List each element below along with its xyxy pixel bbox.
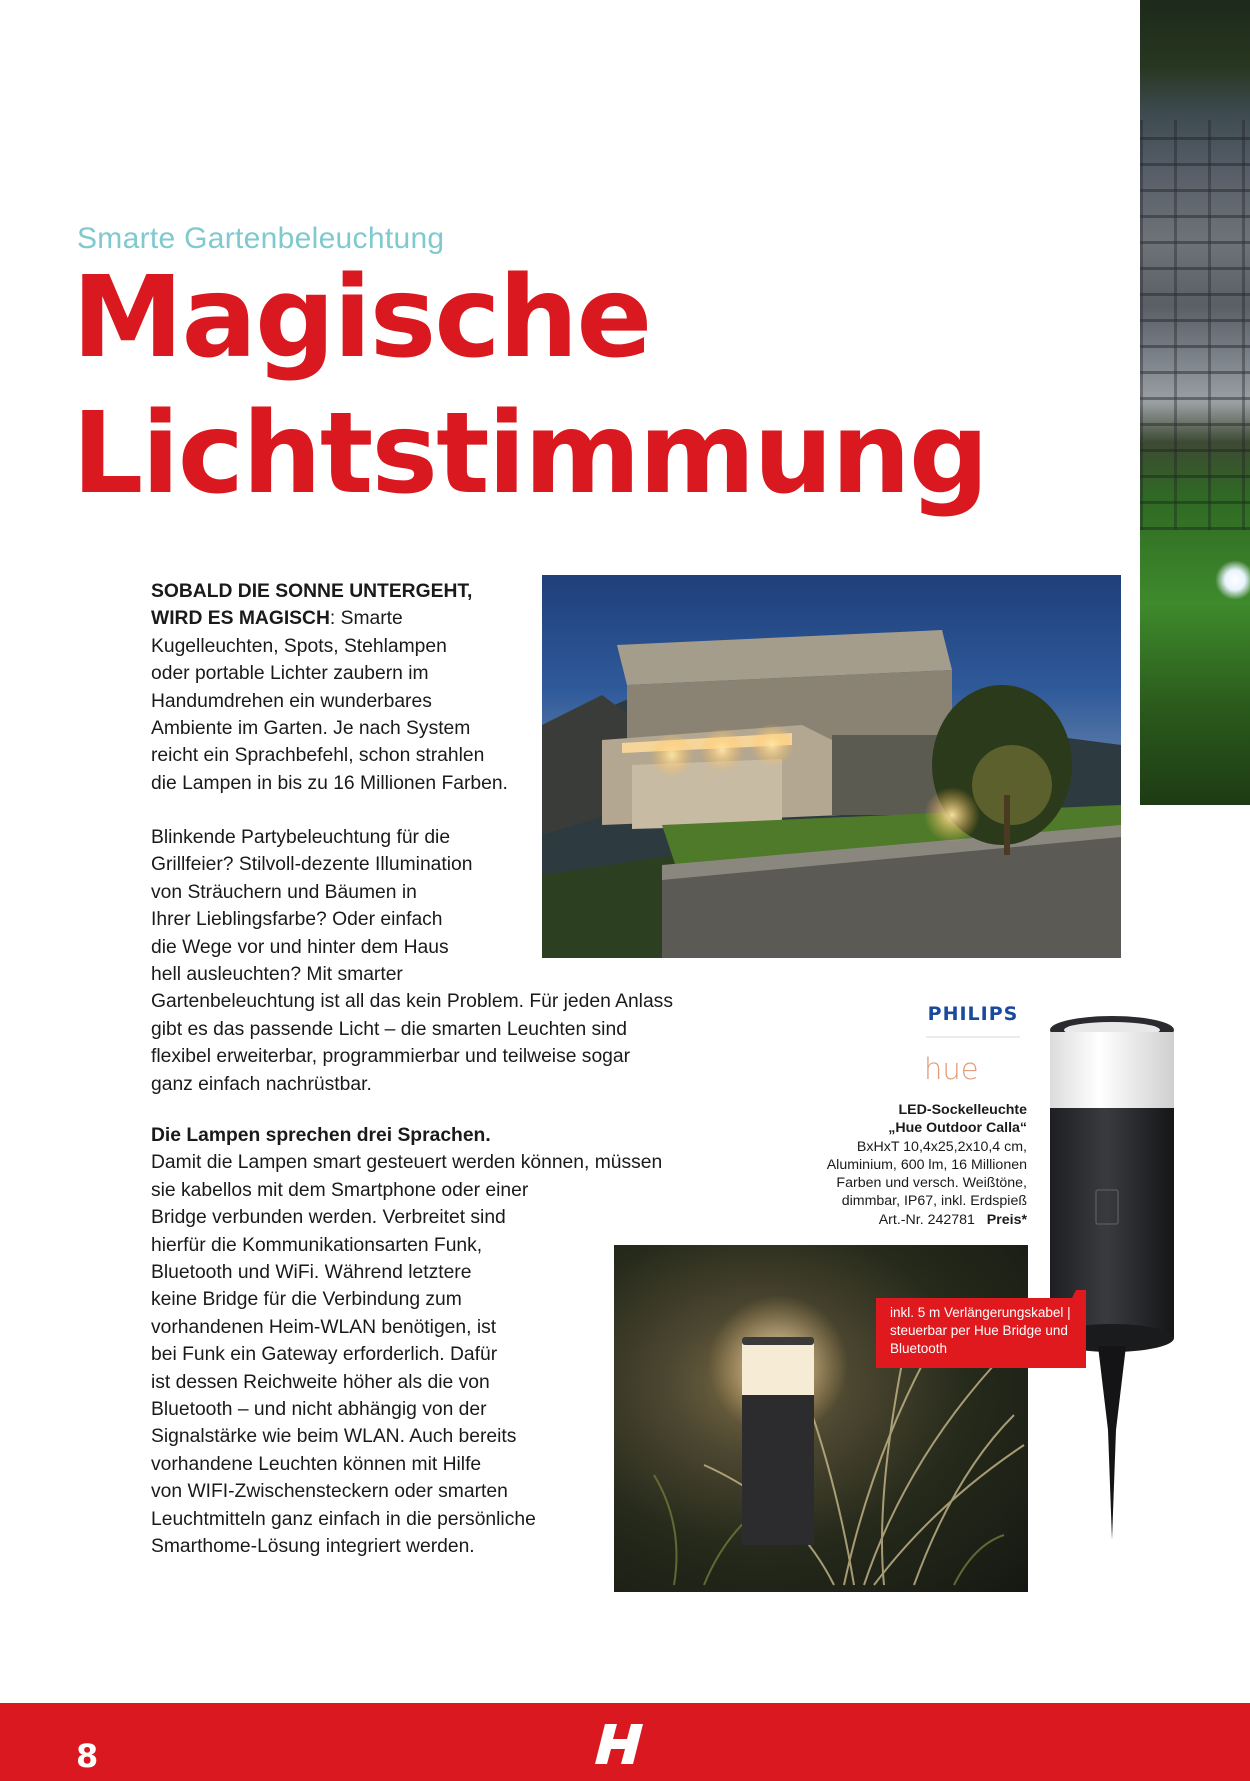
paragraph-line: die Wege vor und hinter dem Haus [151,936,449,958]
paragraph-line: keine Bridge für die Verbindung zum [151,1289,462,1311]
brand-name: PHILIPS [927,1003,1019,1025]
paragraph-line: Leuchtmitteln ganz einfach in die persönliche [151,1508,536,1530]
paragraph-line: vorhandene Leuchten können mit Hilfe [151,1453,482,1475]
intro-line: Handumdrehen ein wunderbares [151,690,432,712]
paragraph-line: gibt es das passende Licht – die smarten Leuchten sind [151,1018,627,1040]
paragraph-line: Bluetooth – und nicht abhängig von der [151,1399,487,1421]
house-night-photo [542,575,1121,958]
article-number: Art.-Nr. 242781 [878,1211,975,1228]
intro-lead-1: SOBALD DIE SONNE UNTERGEHT, [151,581,473,602]
paragraph-3 [151,1122,662,1561]
section-subheading: Die Lampen sprechen drei Sprachen. [151,1125,491,1146]
side-garden-photo [1140,0,1250,805]
headline-line-1: Magische [72,253,651,383]
paragraph-line: bei Funk ein Gateway erforderlich. Dafür [151,1344,498,1366]
paragraph-line: Ihrer Lieblingsfarbe? Oder einfach [151,909,443,931]
paragraph-line: Bridge verbunden werden. Verbreitet sind [151,1207,506,1229]
paragraph-line: flexibel erweiterbar, programmierbar und teilweise sogar [151,1046,631,1068]
paragraph-line: von Sträuchern und Bäumen in [151,881,417,903]
paragraph-line: ist dessen Reichweite höher als die von [151,1371,490,1393]
paragraph-line: vorhandenen Heim-WLAN benötigen, ist [151,1316,497,1338]
product-info [770,1101,1027,1229]
product-detail: Farben und versch. Weißtöne, [836,1175,1027,1192]
product-detail: BxHxT 10,4x25,2x10,4 cm, [856,1138,1027,1155]
paragraph-line: Gartenbeleuchtung ist all das kein Problem. Für jeden Anlass [151,991,673,1013]
badge-line: Bluetooth [890,1341,948,1356]
paragraph-line: Damit die Lampen smart gesteuert werden können, müssen [151,1152,663,1174]
intro-paragraph [151,578,508,797]
price-label: Preis* [986,1211,1027,1228]
paragraph-line: ganz einfach nachrüstbar. [151,1073,372,1095]
headline-line-2: Lichtstimmung [72,389,988,519]
paragraph-line: Blinkende Partybeleuchtung für die [151,827,451,848]
paragraph-line: Signalstärke wie beim WLAN. Auch bereits [151,1426,517,1448]
paragraph-line: hierfür die Kommunikationsarten Funk, [151,1234,483,1256]
intro-line: die Lampen in bis zu 16 Millionen Farben. [151,772,508,794]
intro-lead-rest: : Smarte [329,608,403,630]
product-title-1: LED-Sockelleuchte [898,1102,1027,1118]
page-number: 8 [76,1737,99,1775]
paragraph-line: sie kabellos mit dem Smartphone oder einer [151,1179,529,1201]
badge-line: steuerbar per Hue Bridge und [890,1323,1068,1338]
intro-line: oder portable Lichter zaubern im [151,663,429,685]
paragraph-line: Smarthome-Lösung integriert werden. [151,1536,475,1558]
paragraph-line: hell ausleuchten? Mit smarter [151,964,403,986]
intro-lead-2: WIRD ES MAGISCH [151,608,330,630]
badge-text [890,1304,1090,1358]
product-detail: Aluminium, 600 lm, 16 Millionen [826,1156,1027,1173]
paragraph-line: Bluetooth und WiFi. Während letztere [151,1262,472,1284]
product-detail: dimmbar, IP67, inkl. Erdspieß [841,1193,1027,1210]
badge-line: inkl. 5 m Verlängerungskabel | [890,1305,1071,1320]
article-kicker: Smarte Gartenbeleuchtung [77,222,445,255]
product-title-2: „Hue Outdoor Calla“ [888,1120,1027,1137]
paragraph-line: Grillfeier? Stilvoll-dezente Illumination [151,854,473,876]
intro-line: Ambiente im Garten. Je nach System [151,718,471,740]
store-logo-icon [595,1722,647,1766]
intro-line: reicht ein Sprachbefehl, schon strahlen [151,745,485,767]
bollard-lamp-image [1040,1010,1180,1550]
intro-line: Kugelleuchten, Spots, Stehlampen [151,635,447,657]
paragraph-line: von WIFI-Zwischensteckern oder smarten [151,1481,508,1503]
brand-sub: hue [924,1052,979,1086]
